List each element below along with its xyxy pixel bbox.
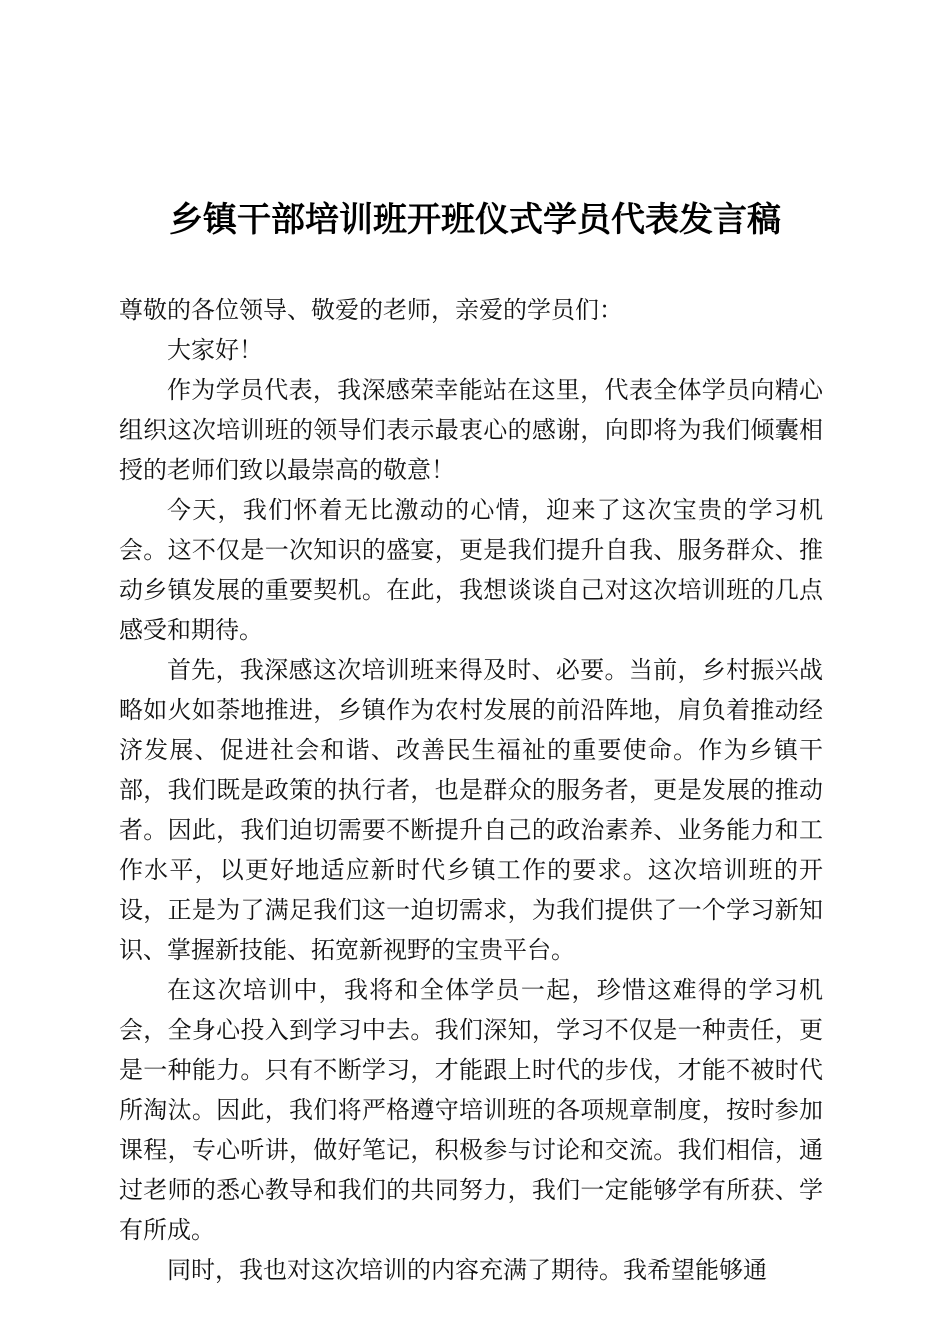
paragraph-greeting: 大家好！: [167, 336, 263, 364]
paragraph-opportunity: 今天，我们怀着无比激动的心情，迎来了这次宝贵的学习机会。这不仅是一次知识的盛宴，更是我们提升自我、服务群众、推动乡镇发展的重要契机。在此，我想谈谈自己对这次培训班的几点感受和期待。: [119, 496, 823, 644]
salutation: 尊敬的各位领导、敬爱的老师，亲爱的学员们：: [119, 296, 623, 324]
document-body: [119, 290, 823, 1290]
paragraph-study-commitment: 在这次培训中，我将和全体学员一起，珍惜这难得的学习机会，全身心投入到学习中去。我们深知，学习不仅是一种责任，更是一种能力。只有不断学习，才能跟上时代的步伐，才能不被时代所淘汰。因此，我们将严格遵守培训班的各项规章制度，按时参加课程，专心听讲，做好笔记，积极参与讨论和交流。我们相信，通过老师的悉心教导和我们的共同努力，我们一定能够学有所获、学有所成。: [119, 976, 823, 1244]
document-title: 乡镇干部培训班开班仪式学员代表发言稿: [169, 200, 781, 240]
paragraph-thanks: 作为学员代表，我深感荣幸能站在这里，代表全体学员向精心组织这次培训班的领导们表示最衷心的感谢，向即将为我们倾囊相授的老师们致以最崇高的敬意！: [119, 376, 823, 484]
paragraph-expectations: 同时，我也对这次培训的内容充满了期待。我希望能够通: [167, 1256, 767, 1284]
paragraph-first-point: 首先，我深感这次培训班来得及时、必要。当前，乡村振兴战略如火如荼地推进，乡镇作为农村发展的前沿阵地，肩负着推动经济发展、促进社会和谐、改善民生福祉的重要使命。作为乡镇干部，我们既是政策的执行者，也是群众的服务者，更是发展的推动者。因此，我们迫切需要不断提升自己的政治素养、业务能力和工作水平，以更好地适应新时代乡镇工作的要求。这次培训班的开设，正是为了满足我们这一迫切需求，为我们提供了一个学习新知识、掌握新技能、拓宽新视野的宝贵平台。: [119, 656, 823, 964]
